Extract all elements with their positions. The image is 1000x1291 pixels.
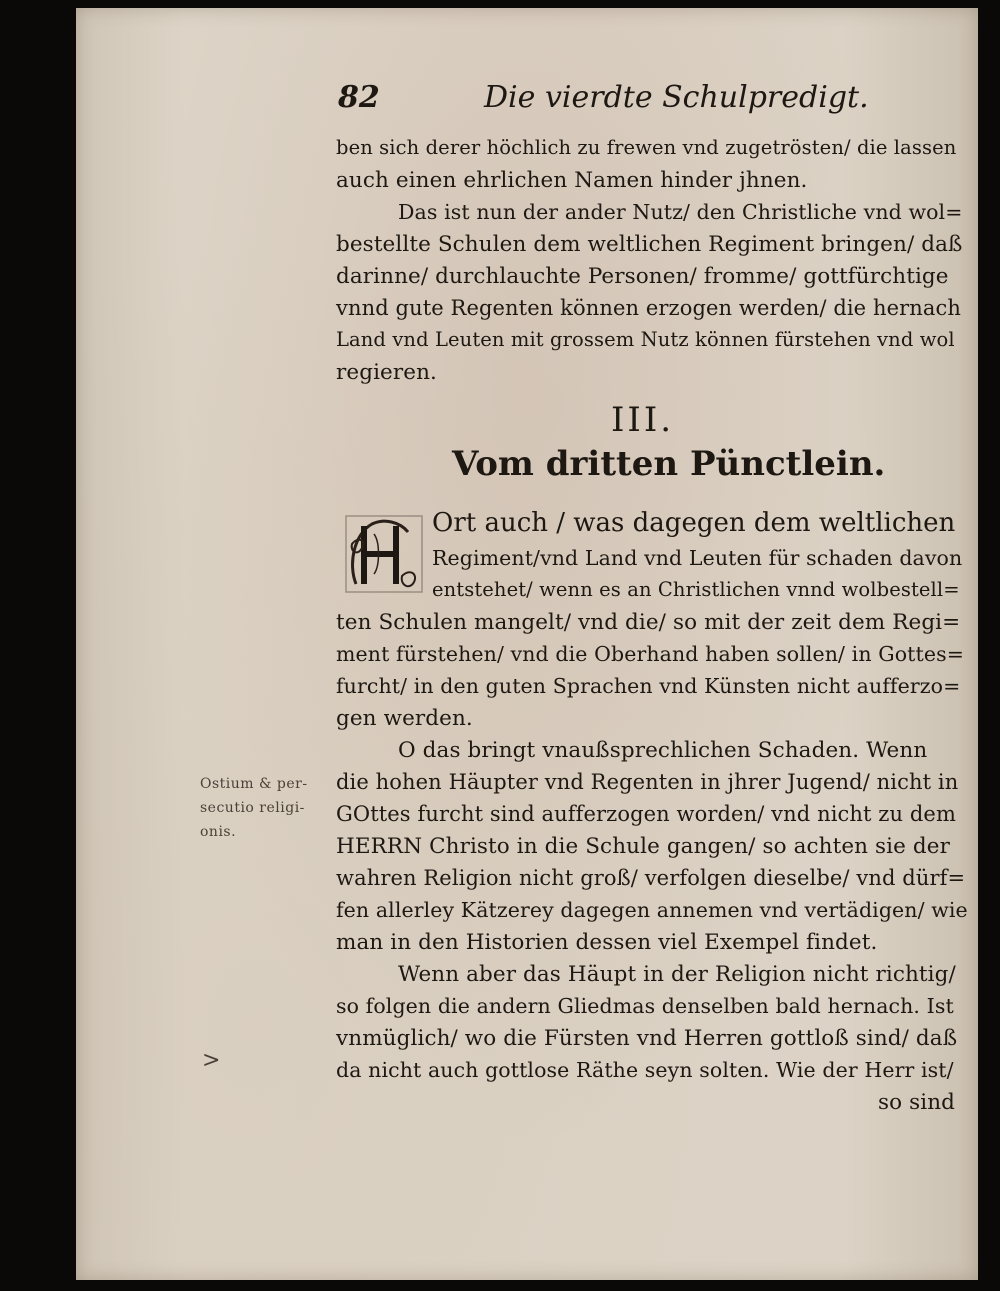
margin-mark: >	[202, 1048, 221, 1073]
margin-note-line: secutio religi-	[200, 800, 305, 816]
text-line: Regiment/vnd Land vnd Leuten für schaden davon	[432, 546, 963, 570]
text-line: HERRN Christo in die Schule gangen/ so achten sie der	[336, 834, 950, 859]
text-line: darinne/ durchlauchte Personen/ fromme/ gottfürchtige	[336, 264, 949, 289]
catchword: so sind	[878, 1090, 956, 1115]
text-line: da nicht auch gottlose Räthe seyn solten. Wie der Herr ist/	[336, 1058, 954, 1082]
text-line: furcht/ in den guten Sprachen vnd Künsten nicht aufferzo=	[336, 674, 961, 698]
text-line: auch einen ehrlichen Namen hinder jhnen.	[336, 168, 808, 193]
text-line: ben sich derer höchlich zu frewen vnd zugetrösten/ die lassen	[336, 136, 957, 159]
text-line: Das ist nun der ander Nutz/ den Christliche vnd wol=	[398, 200, 963, 224]
text-line: entstehet/ wenn es an Christlichen vnnd wolbestell=	[432, 578, 960, 601]
text-line: GOttes furcht sind aufferzogen worden/ vnd nicht zu dem	[336, 802, 956, 826]
text-line: gen werden.	[336, 706, 473, 731]
text-line: man in den Historien dessen viel Exempel findet.	[336, 930, 878, 955]
text-line: Wenn aber das Häupt in der Religion nicht richtig/	[398, 962, 956, 987]
text-line: die hohen Häupter vnd Regenten in jhrer Jugend/ nicht in	[336, 770, 959, 794]
text-line: regieren.	[336, 360, 437, 385]
text-line: ten Schulen mangelt/ vnd die/ so mit der zeit dem Regi=	[336, 610, 961, 635]
page-number: 82	[338, 80, 380, 115]
text-line: so folgen die andern Gliedmas denselben bald hernach. Ist	[336, 994, 954, 1018]
text-line: fen allerley Kätzerey dagegen annemen vnd vertädigen/ wie	[336, 898, 968, 922]
text-line: vnmüglich/ wo die Fürsten vnd Herren gottloß sind/ daß	[336, 1026, 958, 1051]
text-line: ment fürstehen/ vnd die Oberhand haben sollen/ in Gottes=	[336, 642, 964, 666]
text-line: vnnd gute Regenten können erzogen werden/ die hernach	[336, 296, 962, 320]
margin-note-line: Ostium & per-	[200, 776, 308, 792]
section-number: III.	[611, 400, 675, 440]
text-line: Ort auch / was dagegen dem weltlichen	[432, 508, 956, 538]
text-line: wahren Religion nicht groß/ verfolgen dieselbe/ vnd dürf=	[336, 866, 966, 890]
text-line: O das bringt vnaußsprechlichen Schaden. Wenn	[398, 738, 928, 763]
section-title: Vom dritten Pünctlein.	[452, 444, 886, 484]
book-page	[76, 8, 978, 1280]
margin-note-line: onis.	[200, 824, 237, 840]
ornamental-initial-icon	[344, 514, 424, 594]
running-title: Die vierdte Schulpredigt.	[484, 80, 869, 115]
text-line: bestellte Schulen dem weltlichen Regiment bringen/ daß	[336, 232, 963, 257]
text-line: Land vnd Leuten mit grossem Nutz können fürstehen vnd wol	[336, 328, 955, 351]
